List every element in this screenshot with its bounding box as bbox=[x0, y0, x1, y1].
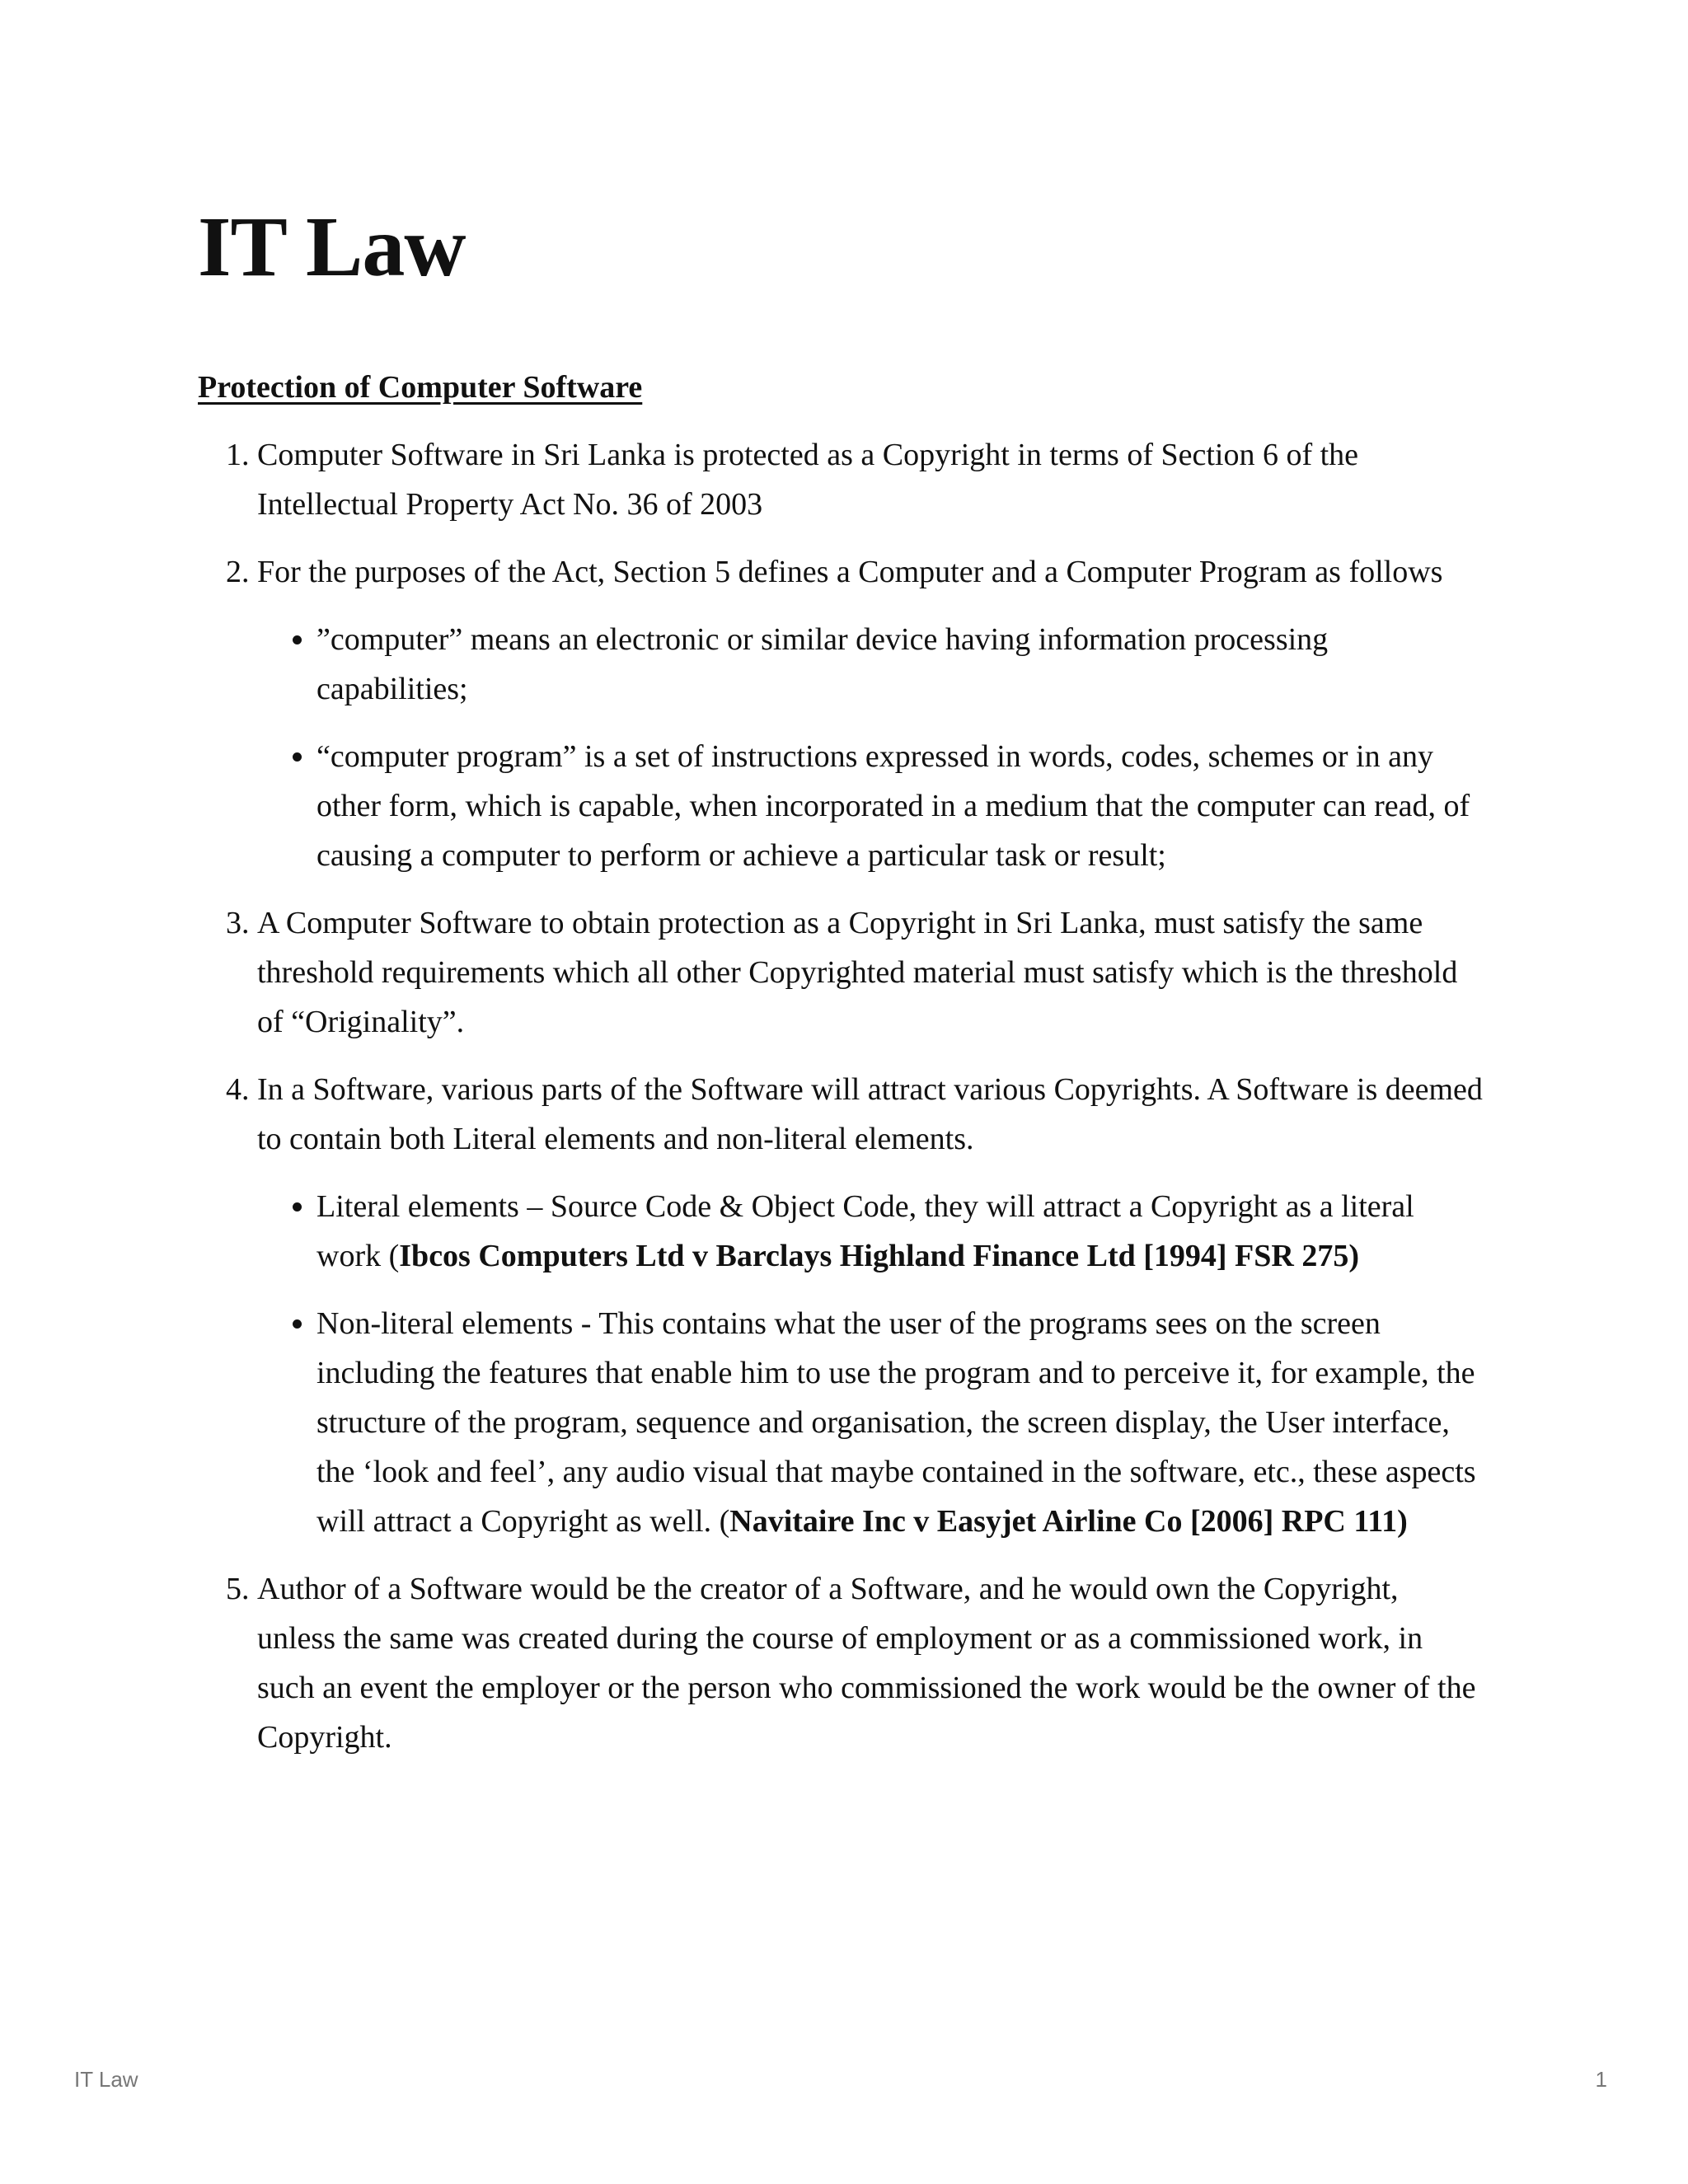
definitions-bullet-list bbox=[257, 615, 1484, 880]
list-item-5 bbox=[257, 1564, 1484, 1762]
case-citation: Navitaire Inc v Easyjet Airline Co [2006] RPC 111) bbox=[729, 1504, 1408, 1539]
elements-bullet-list bbox=[257, 1182, 1484, 1546]
list-item-2 bbox=[257, 547, 1484, 880]
bullet-item-non-literal-elements bbox=[316, 1299, 1484, 1546]
bullet-item-text: Literal elements – Source Code & Object Code, they will attract a Copyright as a literal work ( bbox=[316, 1189, 1414, 1273]
list-item-3-text: A Computer Software to obtain protection as a Copyright in Sri Lanka, must satisfy the same threshold requirements which all other Copyrighted material must satisfy which is the threshold of “Originality”. bbox=[257, 906, 1458, 1039]
list-item-5-text: Author of a Software would be the creator of a Software, and he would own the Copyright, unless the same was created during the course of employment or as a commissioned work, in such an event the employer or the person who commissioned the work would be the owner of the Copyright. bbox=[257, 1572, 1476, 1755]
bullet-item-text: ”computer” means an electronic or similar device having information processing capabilities; bbox=[316, 622, 1329, 706]
bullet-item-computer-definition bbox=[316, 615, 1484, 714]
document-body bbox=[198, 198, 1484, 1780]
list-item-4 bbox=[257, 1065, 1484, 1546]
list-item-4-text: In a Software, various parts of the Software will attract various Copyrights. A Software is deemed to contain both Literal elements and non-literal elements. bbox=[257, 1072, 1483, 1156]
list-item-2-text: For the purposes of the Act, Section 5 defines a Computer and a Computer Program as follows bbox=[257, 555, 1443, 589]
section-heading: Protection of Computer Software bbox=[198, 370, 643, 405]
bullet-item-text: Non-literal elements - This contains what the user of the programs sees on the screen including the features that enable him to use the program and to perceive it, for example, the structure of the program, sequence and organisation, the screen display, the User interface, the ‘look and feel’, any audio visual that maybe contained in the software, etc., these aspects will attract a Copyright as well. ( bbox=[316, 1306, 1476, 1539]
bullet-item-computer-program-definition bbox=[316, 732, 1484, 880]
numbered-list bbox=[198, 430, 1484, 1762]
list-item-3 bbox=[257, 898, 1484, 1047]
document-title: IT Law bbox=[198, 199, 466, 294]
bullet-item-literal-elements bbox=[316, 1182, 1484, 1281]
case-citation: Ibcos Computers Ltd v Barclays Highland Finance Ltd [1994] FSR 275) bbox=[399, 1239, 1359, 1273]
footer-page-number: 1 bbox=[1595, 2067, 1607, 2092]
list-item-1-text: Computer Software in Sri Lanka is protected as a Copyright in terms of Section 6 of the Intellectual Property Act No. 36 of 2003 bbox=[257, 438, 1359, 522]
bullet-item-text: “computer program” is a set of instructions expressed in words, codes, schemes or in any other form, which is capable, when incorporated in a medium that the computer can read, of causing a computer to perform or achieve a particular task or result; bbox=[316, 739, 1470, 873]
list-item-1 bbox=[257, 430, 1484, 529]
footer-document-title: IT Law bbox=[74, 2067, 138, 2092]
